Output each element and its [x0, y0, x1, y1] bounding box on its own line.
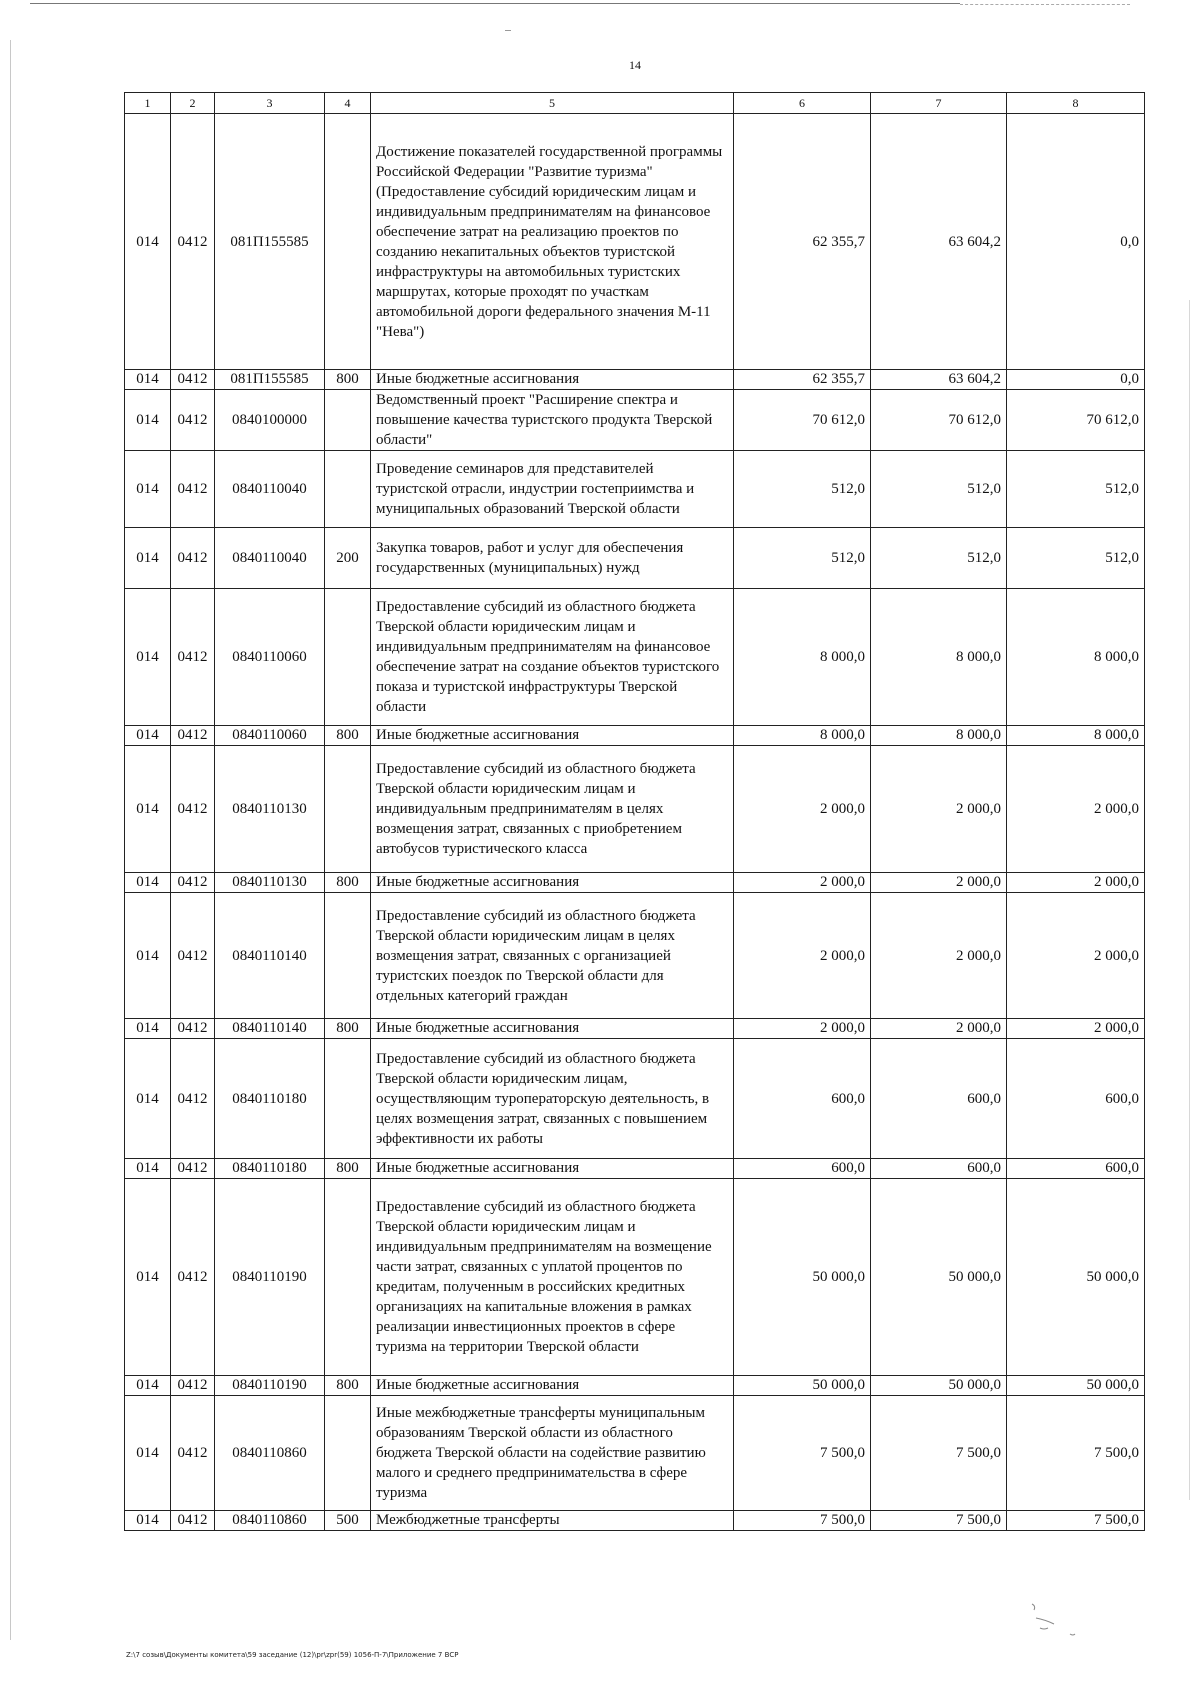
footer-file-path: Z:\7 созыв\Документы комитета\59 заседание (12)\pr\zpr(59) 1056-П-7\Приложение 7 ВСР [126, 1651, 459, 1659]
table-row [125, 1396, 1145, 1511]
cell-col-1: 014 [125, 370, 171, 390]
cell-col-2: 0412 [171, 528, 215, 589]
cell-col-8: 512,0 [1007, 528, 1145, 589]
cell-col-8: 2 000,0 [1007, 1019, 1145, 1039]
cell-col-2: 0412 [171, 1376, 215, 1396]
cell-col-5: Предоставление субсидий из областного бюджета Тверской области юридическим лицам в целях возмещения затрат, связанных с организацией туристских поездок по Тверской области для отдельных категорий граждан [371, 893, 734, 1019]
cell-col-2: 0412 [171, 1179, 215, 1376]
cell-col-6: 7 500,0 [734, 1511, 871, 1531]
cell-col-8: 2 000,0 [1007, 746, 1145, 873]
cell-col-3: 0840110190 [215, 1376, 325, 1396]
cell-col-7: 50 000,0 [871, 1179, 1007, 1376]
cell-col-7: 512,0 [871, 451, 1007, 528]
cell-col-6: 7 500,0 [734, 1396, 871, 1511]
cell-col-5: Иные бюджетные ассигнования [371, 873, 734, 893]
scan-top-line-dashed [960, 4, 1130, 5]
cell-col-4: 500 [325, 1511, 371, 1531]
cell-col-2: 0412 [171, 114, 215, 370]
cell-col-7: 70 612,0 [871, 390, 1007, 451]
cell-col-8: 7 500,0 [1007, 1396, 1145, 1511]
table-row [125, 893, 1145, 1019]
cell-col-3: 0840110140 [215, 893, 325, 1019]
cell-col-5: Предоставление субсидий из областного бюджета Тверской области юридическим лицам и индивидуальным предпринимателям в целях возмещения затрат, связанных с приобретением автобусов туристического класса [371, 746, 734, 873]
cell-col-5: Предоставление субсидий из областного бюджета Тверской области юридическим лицам и индивидуальным предпринимателям на возмещение части затрат, связанных с уплатой процентов по кредитам, полученным в российских кредитных организациях на капитальные вложения в рамках реализации инвестиционных проектов в сфере туризма на территории Тверской области [371, 1179, 734, 1376]
scan-top-line [30, 3, 960, 4]
cell-col-3: 081П155585 [215, 114, 325, 370]
cell-col-6: 8 000,0 [734, 726, 871, 746]
cell-col-1: 014 [125, 589, 171, 726]
cell-col-4 [325, 893, 371, 1019]
cell-col-4: 800 [325, 1376, 371, 1396]
cell-col-6: 600,0 [734, 1159, 871, 1179]
cell-col-6: 512,0 [734, 451, 871, 528]
cell-col-5: Иные бюджетные ассигнования [371, 370, 734, 390]
cell-col-3: 0840110180 [215, 1039, 325, 1159]
cell-col-1: 014 [125, 451, 171, 528]
cell-col-1: 014 [125, 1396, 171, 1511]
cell-col-2: 0412 [171, 1396, 215, 1511]
page-number: 14 [629, 58, 641, 72]
cell-col-7: 2 000,0 [871, 893, 1007, 1019]
cell-col-2: 0412 [171, 1039, 215, 1159]
cell-col-6: 50 000,0 [734, 1179, 871, 1376]
cell-col-1: 014 [125, 1511, 171, 1531]
cell-col-2: 0412 [171, 390, 215, 451]
table-row [125, 1376, 1145, 1396]
cell-col-2: 0412 [171, 589, 215, 726]
cell-col-2: 0412 [171, 726, 215, 746]
cell-col-5: Закупка товаров, работ и услуг для обеспечения государственных (муниципальных) нужд [371, 528, 734, 589]
cell-col-4 [325, 451, 371, 528]
cell-col-2: 0412 [171, 1159, 215, 1179]
header-col-1: 1 [125, 93, 171, 114]
budget-table [124, 92, 1145, 1531]
cell-col-1: 014 [125, 1179, 171, 1376]
table-row [125, 451, 1145, 528]
cell-col-7: 7 500,0 [871, 1511, 1007, 1531]
cell-col-6: 8 000,0 [734, 589, 871, 726]
cell-col-6: 62 355,7 [734, 114, 871, 370]
cell-col-2: 0412 [171, 893, 215, 1019]
table-row [125, 1179, 1145, 1376]
cell-col-6: 70 612,0 [734, 390, 871, 451]
cell-col-6: 512,0 [734, 528, 871, 589]
cell-col-5: Иные бюджетные ассигнования [371, 1019, 734, 1039]
cell-col-8: 2 000,0 [1007, 893, 1145, 1019]
cell-col-4 [325, 114, 371, 370]
cell-col-7: 50 000,0 [871, 1376, 1007, 1396]
cell-col-3: 0840100000 [215, 390, 325, 451]
cell-col-5: Предоставление субсидий из областного бюджета Тверской области юридическим лицам и индивидуальным предпринимателям на финансовое обеспечение затрат на создание объектов туристского показа и туристской инфраструктуры Тверской области [371, 589, 734, 726]
cell-col-4: 800 [325, 1019, 371, 1039]
cell-col-8: 8 000,0 [1007, 589, 1145, 726]
cell-col-2: 0412 [171, 451, 215, 528]
cell-col-3: 0840110860 [215, 1511, 325, 1531]
scan-tick-mark [505, 30, 511, 31]
cell-col-8: 7 500,0 [1007, 1511, 1145, 1531]
cell-col-2: 0412 [171, 370, 215, 390]
table-row [125, 528, 1145, 589]
cell-col-3: 0840110180 [215, 1159, 325, 1179]
cell-col-7: 600,0 [871, 1159, 1007, 1179]
scan-right-edge [1189, 300, 1190, 1500]
cell-col-2: 0412 [171, 1019, 215, 1039]
cell-col-1: 014 [125, 1376, 171, 1396]
header-col-6: 6 [734, 93, 871, 114]
header-col-8: 8 [1007, 93, 1145, 114]
cell-col-7: 63 604,2 [871, 370, 1007, 390]
cell-col-4 [325, 589, 371, 726]
cell-col-1: 014 [125, 726, 171, 746]
cell-col-8: 50 000,0 [1007, 1376, 1145, 1396]
cell-col-3: 0840110060 [215, 726, 325, 746]
cell-col-1: 014 [125, 893, 171, 1019]
cell-col-1: 014 [125, 746, 171, 873]
cell-col-4: 800 [325, 370, 371, 390]
cell-col-2: 0412 [171, 873, 215, 893]
cell-col-4: 800 [325, 873, 371, 893]
cell-col-8: 70 612,0 [1007, 390, 1145, 451]
cell-col-1: 014 [125, 873, 171, 893]
cell-col-6: 50 000,0 [734, 1376, 871, 1396]
cell-col-3: 0840110040 [215, 528, 325, 589]
cell-col-8: 0,0 [1007, 370, 1145, 390]
cell-col-1: 014 [125, 1159, 171, 1179]
cell-col-8: 8 000,0 [1007, 726, 1145, 746]
cell-col-2: 0412 [171, 1511, 215, 1531]
cell-col-6: 600,0 [734, 1039, 871, 1159]
cell-col-5: Иные бюджетные ассигнования [371, 1159, 734, 1179]
cell-col-2: 0412 [171, 746, 215, 873]
cell-col-8: 50 000,0 [1007, 1179, 1145, 1376]
cell-col-4: 200 [325, 528, 371, 589]
cell-col-8: 600,0 [1007, 1159, 1145, 1179]
cell-col-3: 0840110130 [215, 873, 325, 893]
cell-col-7: 8 000,0 [871, 726, 1007, 746]
cell-col-3: 0840110140 [215, 1019, 325, 1039]
table-row [125, 114, 1145, 370]
cell-col-5: Ведомственный проект "Расширение спектра и повышение качества туристского продукта Тверской области" [371, 390, 734, 451]
cell-col-4 [325, 1396, 371, 1511]
cell-col-5: Достижение показателей государственной программы Российской Федерации "Развитие туризма" (Предоставление субсидий юридическим лицам и индивидуальным предпринимателям на финансовое обеспечение затрат на реализацию проектов по созданию некапитальных объектов туристской инфраструктуры на автомобильных туристских маршрутах, которые проходят по участкам автомобильной дороги федерального значения М-11 "Нева") [371, 114, 734, 370]
cell-col-7: 8 000,0 [871, 589, 1007, 726]
table-row [125, 370, 1145, 390]
header-col-3: 3 [215, 93, 325, 114]
cell-col-8: 0,0 [1007, 114, 1145, 370]
cell-col-8: 600,0 [1007, 1039, 1145, 1159]
cell-col-1: 014 [125, 1039, 171, 1159]
table-row [125, 873, 1145, 893]
cell-col-8: 512,0 [1007, 451, 1145, 528]
cell-col-7: 63 604,2 [871, 114, 1007, 370]
cell-col-4 [325, 746, 371, 873]
cell-col-5: Иные межбюджетные трансферты муниципальным образованиям Тверской области из областного бюджета Тверской области на содействие развитию малого и среднего предпринимательства в сфере туризма [371, 1396, 734, 1511]
cell-col-3: 0840110860 [215, 1396, 325, 1511]
cell-col-5: Иные бюджетные ассигнования [371, 726, 734, 746]
cell-col-7: 2 000,0 [871, 1019, 1007, 1039]
cell-col-1: 014 [125, 1019, 171, 1039]
header-col-7: 7 [871, 93, 1007, 114]
cell-col-4 [325, 390, 371, 451]
header-row [125, 93, 1145, 114]
cell-col-1: 014 [125, 114, 171, 370]
cell-col-7: 2 000,0 [871, 746, 1007, 873]
header-col-4: 4 [325, 93, 371, 114]
cell-col-4 [325, 1039, 371, 1159]
cell-col-6: 2 000,0 [734, 1019, 871, 1039]
table-row [125, 746, 1145, 873]
cell-col-4: 800 [325, 1159, 371, 1179]
cell-col-7: 512,0 [871, 528, 1007, 589]
cell-col-7: 2 000,0 [871, 873, 1007, 893]
cell-col-7: 7 500,0 [871, 1396, 1007, 1511]
table-row [125, 1039, 1145, 1159]
cell-col-8: 2 000,0 [1007, 873, 1145, 893]
scan-pencil-marks [1030, 1600, 1110, 1640]
table-row [125, 1511, 1145, 1531]
cell-col-3: 0840110040 [215, 451, 325, 528]
cell-col-6: 2 000,0 [734, 893, 871, 1019]
cell-col-5: Проведение семинаров для представителей туристской отрасли, индустрии гостеприимства и муниципальных образований Тверской области [371, 451, 734, 528]
cell-col-4: 800 [325, 726, 371, 746]
cell-col-5: Иные бюджетные ассигнования [371, 1376, 734, 1396]
cell-col-3: 0840110060 [215, 589, 325, 726]
scan-left-edge [10, 40, 11, 1640]
cell-col-6: 2 000,0 [734, 873, 871, 893]
header-col-5: 5 [371, 93, 734, 114]
header-col-2: 2 [171, 93, 215, 114]
cell-col-5: Межбюджетные трансферты [371, 1511, 734, 1531]
table-row [125, 390, 1145, 451]
cell-col-3: 0840110130 [215, 746, 325, 873]
cell-col-7: 600,0 [871, 1039, 1007, 1159]
cell-col-1: 014 [125, 390, 171, 451]
table-row [125, 589, 1145, 726]
cell-col-3: 081П155585 [215, 370, 325, 390]
table-row [125, 1019, 1145, 1039]
cell-col-3: 0840110190 [215, 1179, 325, 1376]
table-row [125, 726, 1145, 746]
cell-col-6: 62 355,7 [734, 370, 871, 390]
cell-col-6: 2 000,0 [734, 746, 871, 873]
cell-col-5: Предоставление субсидий из областного бюджета Тверской области юридическим лицам, осуществляющим туроператорскую деятельность, в целях возмещения затрат, связанных с повышением эффективности их работы [371, 1039, 734, 1159]
table-row [125, 1159, 1145, 1179]
cell-col-1: 014 [125, 528, 171, 589]
cell-col-4 [325, 1179, 371, 1376]
